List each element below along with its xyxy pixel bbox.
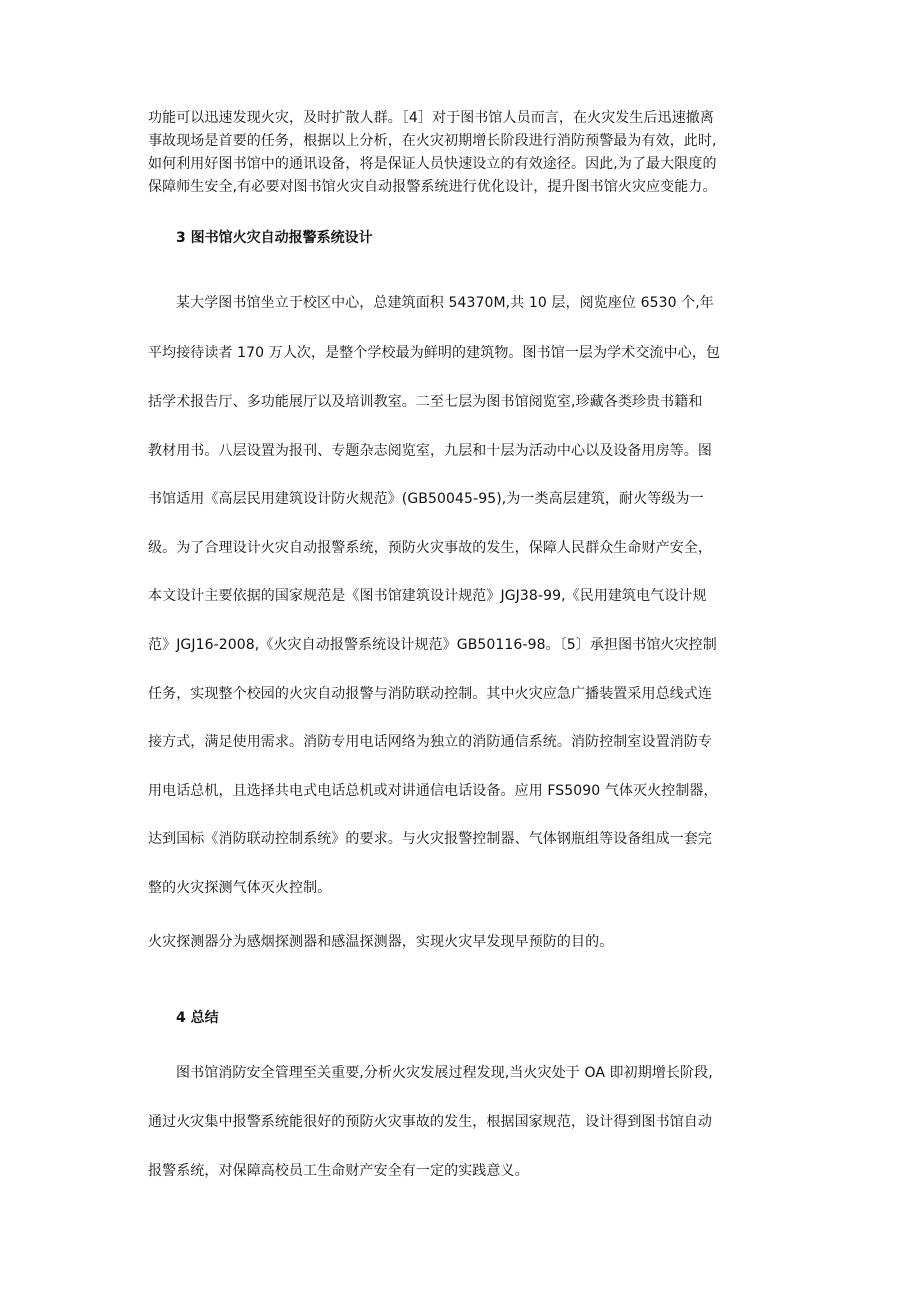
- section-3-line-11: 用电话总机，且选择共电式电话总机或对讲通信电话设备。应用 FS5090 气体灭火控制器，: [148, 783, 718, 799]
- section-3-line-10: 接方式，满足使用需求。消防专用电话网络为独立的消防通信系统。消防控制室设置消防专: [148, 734, 712, 750]
- section-3-line-1: 某大学图书馆坐立于校区中心，总建筑面积 54370M,共 10 层，阅览座位 6530 个,年: [176, 295, 714, 311]
- section-3-line-13: 整的火灾探测气体灭火控制。: [148, 880, 332, 896]
- intro-line-2: 事故现场是首要的任务，根据以上分析，在火灾初期增长阶段进行消防预警最为有效，此时,: [148, 133, 717, 149]
- intro-line-4: 保障师生安全,有必要对图书馆火灾自动报警系统进行优化设计，提升图书馆火灾应变能力。: [148, 179, 717, 195]
- section-3-heading: 3 图书馆火灾自动报警系统设计: [176, 230, 373, 246]
- section-3-line-4: 教材用书。八层设置为报刊、专题杂志阅览室，九层和十层为活动中心以及设备用房等。图: [148, 443, 712, 459]
- detector-note: 火灾探测器分为感烟探测器和感温探测器，实现火灾早发现早预防的目的。: [148, 934, 614, 950]
- section-3-line-3: 括学术报告厅、多功能展厅以及培训教室。二至七层为图书馆阅览室,珍藏各类珍贵书籍和: [148, 394, 703, 410]
- section-4-line-1: 图书馆消防安全管理至关重要,分析火灾发展过程发现,当火灾处于 OA 即初期增长阶段,: [176, 1065, 713, 1081]
- section-3-line-9: 任务，实现整个校园的火灾自动报警与消防联动控制。其中火灾应急广播装置采用总线式连: [148, 686, 712, 702]
- section-3-line-7: 本文设计主要依据的国家规范是《图书馆建筑设计规范》JGJ38-99,《民用建筑电气设计规: [148, 588, 707, 604]
- section-4-line-3: 报警系统，对保障高校员工生命财产安全有一定的实践意义。: [148, 1163, 529, 1179]
- section-3-line-2: 平均接待读者 170 万人次，是整个学校最为鲜明的建筑物。图书馆一层为学术交流中心，包: [148, 345, 720, 361]
- section-4-line-2: 通过火灾集中报警系统能很好的预防火灾事故的发生，根据国家规范，设计得到图书馆自动: [148, 1114, 712, 1130]
- section-3-line-5: 书馆适用《高层民用建筑设计防火规范》(GB50045-95),为一类高层建筑，耐火等级为一: [148, 491, 704, 507]
- section-3-line-8: 范》JGJ16-2008,《火灾自动报警系统设计规范》GB50116-98。〔5〕承担图书馆火灾控制: [148, 637, 717, 653]
- section-3-line-6: 级。为了合理设计火灾自动报警系统，预防火灾事故的发生，保障人民群众生命财产安全，: [148, 540, 712, 556]
- section-4-heading: 4 总结: [176, 1010, 219, 1026]
- intro-line-3: 如何利用好图书馆中的通讯设备，将是保证人员快速设立的有效途径。因此,为了最大限度的: [148, 156, 717, 172]
- section-3-line-12: 达到国标《消防联动控制系统》的要求。与火灾报警控制器、气体钢瓶组等设备组成一套完: [148, 831, 712, 847]
- intro-line-1: 功能可以迅速发现火灾，及时扩散人群。［4］对于图书馆人员而言，在火灾发生后迅速撤离: [148, 110, 715, 126]
